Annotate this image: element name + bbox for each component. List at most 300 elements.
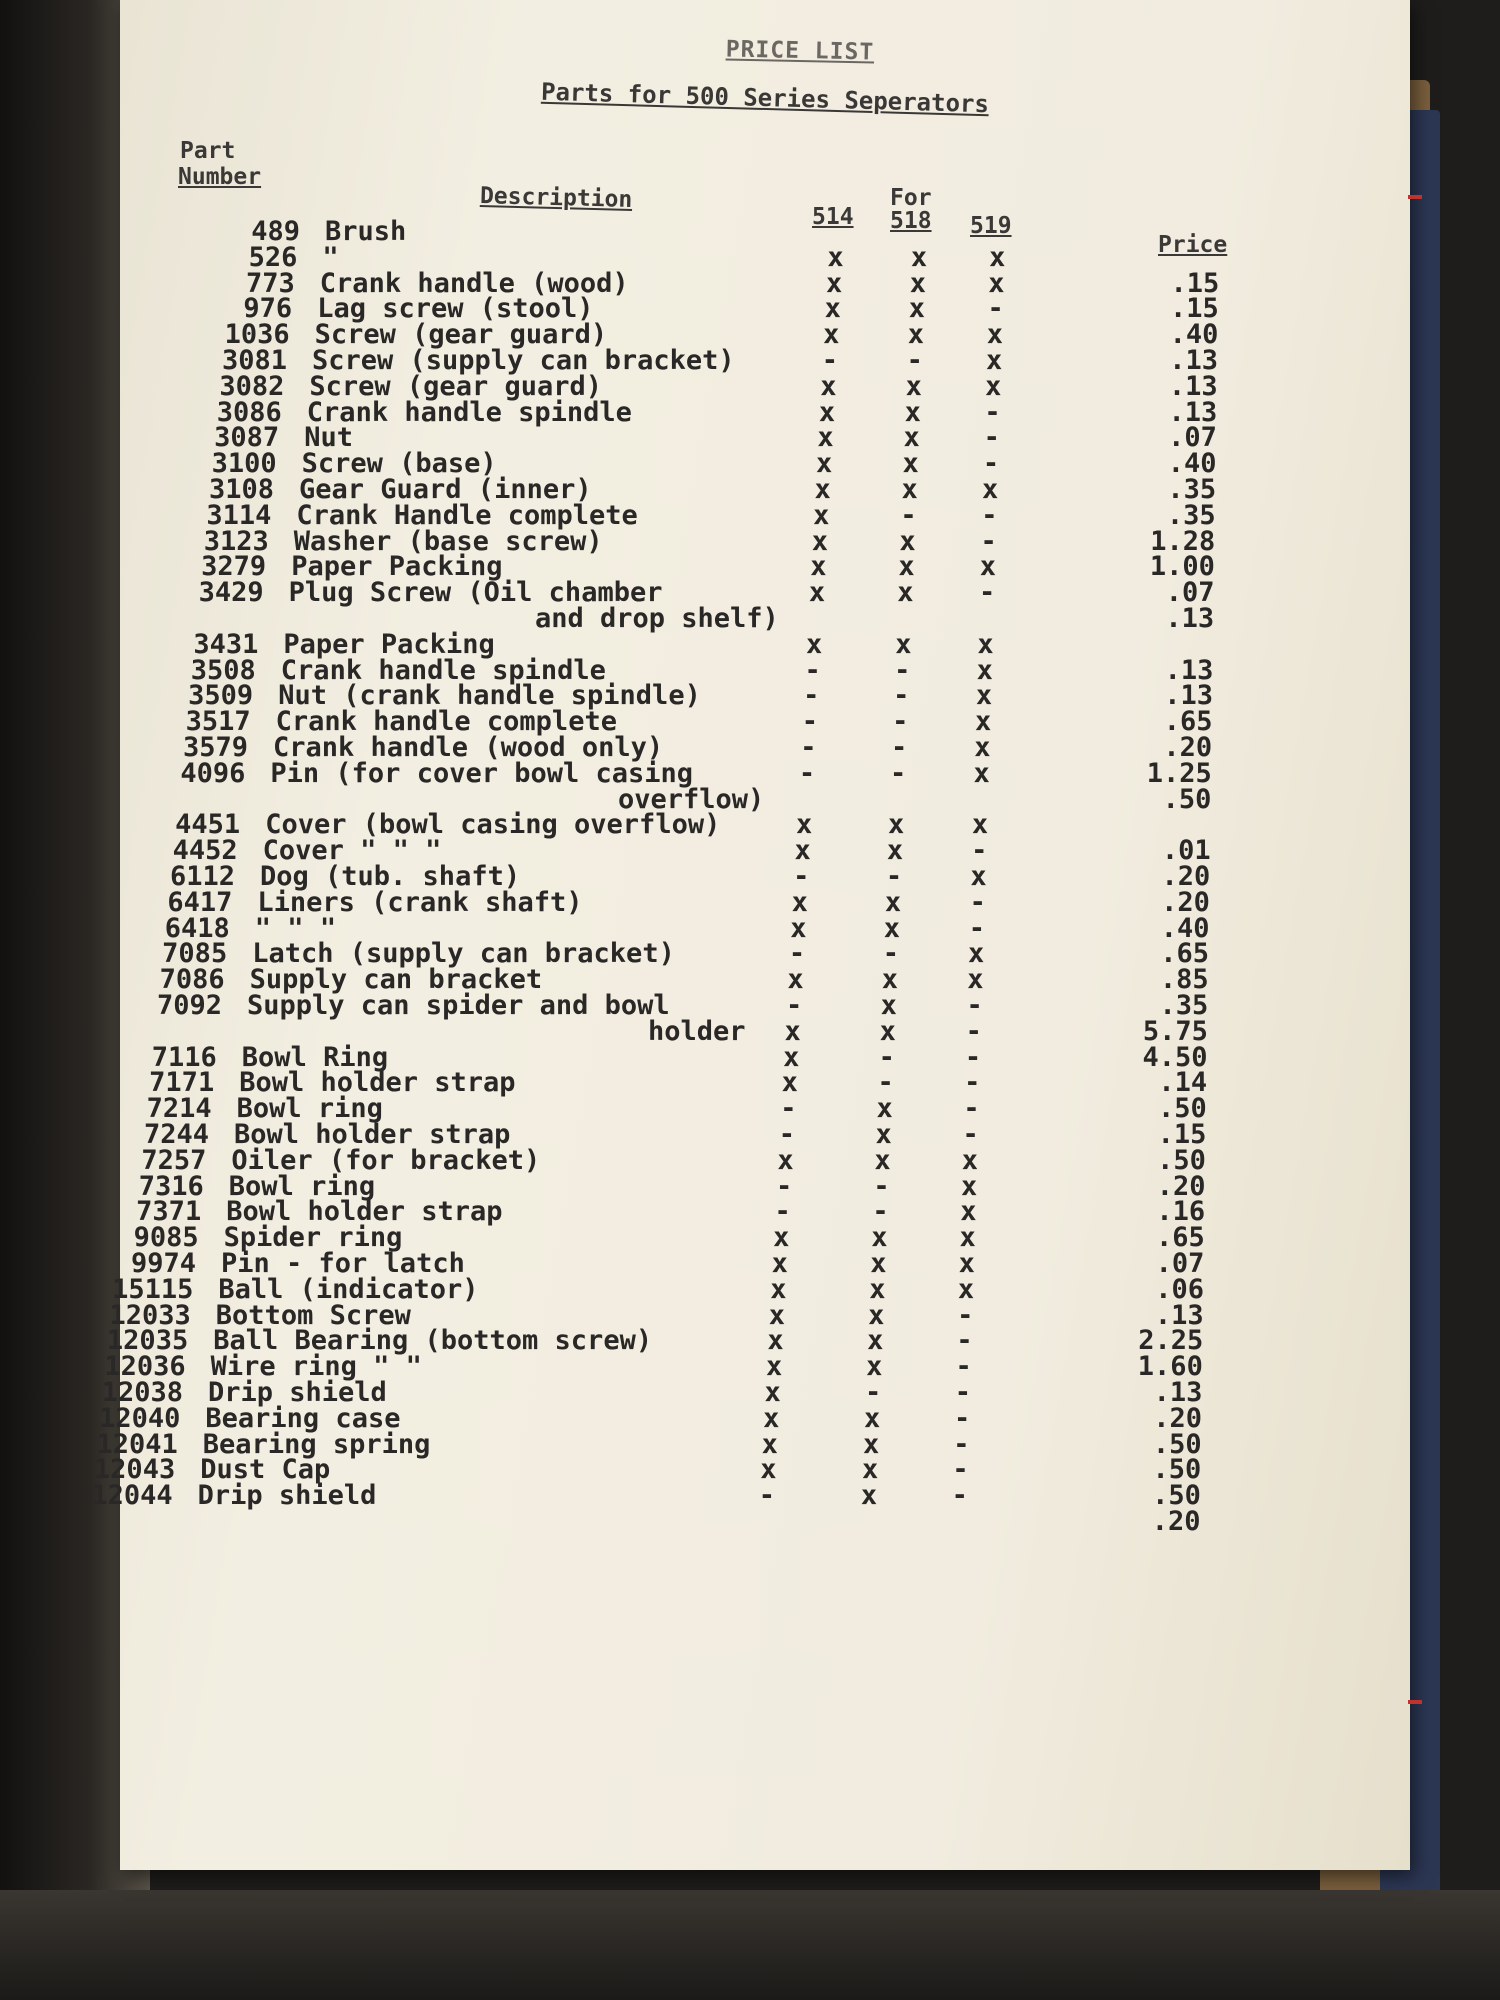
part-number: 7257 — [141, 1144, 207, 1176]
part-price: .13 — [1164, 654, 1214, 686]
mark-514: x — [813, 499, 830, 531]
part-number: 12040 — [99, 1402, 181, 1434]
mark-514: - — [758, 1480, 776, 1512]
mark-518: - — [892, 706, 909, 738]
part-price: .50 — [1152, 1454, 1202, 1486]
part-description: Nut — [304, 422, 353, 454]
part-number: 3508 — [190, 654, 256, 686]
mark-519: x — [986, 319, 1003, 351]
part-number: 12036 — [104, 1351, 186, 1383]
part-number: 12035 — [106, 1325, 189, 1357]
part-price: .14 — [1158, 1067, 1208, 1099]
mark-518: x — [880, 990, 897, 1021]
mark-518: - — [882, 938, 899, 970]
header-col-518: 518 — [890, 208, 932, 234]
part-description: Bowl Ring — [241, 1041, 389, 1073]
mark-519: - — [983, 422, 1000, 454]
part-number: 6418 — [164, 912, 230, 944]
mark-518: - — [894, 654, 911, 686]
part-number: 7214 — [146, 1093, 212, 1125]
mark-519: - — [954, 1377, 972, 1408]
part-price: .07 — [1168, 422, 1217, 454]
table-row — [120, 757, 1410, 789]
part-price: .50 — [1157, 1144, 1206, 1176]
part-number: 7116 — [151, 1041, 217, 1073]
table-row — [120, 218, 1410, 246]
part-price: .13 — [1165, 603, 1215, 634]
part-description: Bowl holder strap — [226, 1196, 503, 1228]
part-description: Pin (for cover bowl casing — [270, 757, 694, 789]
mark-518: x — [907, 319, 924, 351]
mark-519: x — [959, 1222, 976, 1254]
part-number: 489 — [251, 216, 300, 247]
mark-514: x — [767, 1325, 784, 1357]
mark-518: x — [886, 835, 904, 867]
red-mark-top — [1408, 195, 1422, 199]
part-price: 1.25 — [1146, 757, 1212, 789]
mark-518: x — [870, 1248, 887, 1279]
mark-519: x — [967, 964, 984, 996]
mark-514: - — [800, 732, 817, 763]
part-price: .40 — [1160, 912, 1210, 944]
part-price: .20 — [1163, 732, 1213, 763]
part-description: holder — [647, 1015, 746, 1047]
part-description: Supply can bracket — [249, 964, 543, 996]
mark-514: x — [768, 1299, 786, 1331]
part-description: Bowl holder strap — [234, 1119, 511, 1150]
mark-519: - — [964, 1067, 981, 1099]
mark-514: x — [783, 1041, 800, 1073]
header-price: Price — [1158, 232, 1228, 258]
part-price: .35 — [1167, 474, 1217, 505]
part-number: 3087 — [214, 422, 280, 454]
part-price: .20 — [1151, 1506, 1201, 1537]
mark-519: x — [988, 267, 1005, 299]
part-price: .35 — [1166, 499, 1216, 531]
part-price: .35 — [1159, 990, 1209, 1021]
mark-514: - — [778, 1119, 796, 1150]
part-number: 3123 — [203, 525, 269, 557]
part-description: Crank handle (wood) — [319, 267, 629, 299]
mark-519: - — [964, 1041, 982, 1073]
part-description: Crank handle complete — [275, 706, 617, 738]
mark-514: x — [764, 1377, 781, 1408]
mark-518: - — [885, 861, 903, 892]
part-number: 7086 — [159, 964, 225, 996]
part-description: Cover " " " — [262, 835, 442, 867]
mark-519: - — [965, 1015, 982, 1047]
mark-519: - — [981, 499, 998, 531]
header-description: Description — [479, 183, 633, 213]
part-number: 7244 — [143, 1119, 209, 1150]
part-number: 3086 — [216, 396, 282, 428]
part-description: Crank Handle complete — [296, 499, 638, 531]
mark-519: - — [953, 1428, 970, 1460]
part-number: 3509 — [188, 680, 254, 712]
part-description: Plug Screw (Oil chamber — [288, 577, 663, 609]
part-price: .01 — [1161, 835, 1211, 867]
mark-518: x — [861, 1454, 879, 1486]
mark-519: - — [987, 293, 1004, 325]
part-number: 15115 — [112, 1273, 194, 1305]
mark-519: x — [985, 345, 1003, 376]
part-price: .07 — [1155, 1248, 1205, 1279]
mark-514: - — [804, 654, 821, 686]
mark-519: - — [951, 1480, 968, 1512]
mark-519: x — [971, 809, 989, 841]
part-number: 773 — [246, 267, 295, 299]
mark-514: - — [801, 706, 818, 738]
mark-514: x — [790, 912, 807, 944]
part-number: 7085 — [162, 938, 228, 970]
part-description: Dust Cap — [200, 1454, 331, 1486]
page-title: PRICE LIST — [725, 36, 875, 66]
mark-514: x — [810, 551, 827, 583]
part-description: Wire ring " " — [210, 1351, 422, 1383]
part-description: Washer (base screw) — [293, 525, 603, 557]
part-description: Liners (crank shaft) — [257, 886, 583, 918]
part-number: 12044 — [91, 1480, 173, 1512]
part-price: .13 — [1154, 1299, 1204, 1331]
mark-518: x — [860, 1480, 878, 1512]
part-description: Bowl ring — [228, 1170, 376, 1202]
part-description: Paper Packing — [291, 551, 503, 583]
mark-518: x — [909, 267, 927, 299]
mark-514: x — [827, 241, 844, 273]
part-price: .13 — [1169, 345, 1219, 376]
part-description: Pin - for latch — [221, 1248, 465, 1279]
mark-518: x — [883, 912, 901, 944]
mark-518: - — [865, 1377, 882, 1408]
mark-514: x — [765, 1351, 783, 1383]
part-description: Dog (tub. shaft) — [260, 861, 521, 892]
part-price: .16 — [1156, 1196, 1206, 1228]
mark-514: x — [784, 1015, 801, 1047]
part-description: Bearing case — [205, 1402, 401, 1434]
part-description: Crank handle spindle — [306, 396, 632, 428]
part-description: Crank handle (wood only) — [273, 732, 664, 763]
mark-518: x — [864, 1402, 881, 1434]
mark-518: - — [877, 1067, 894, 1099]
mark-519: - — [980, 525, 997, 557]
part-price: .20 — [1156, 1170, 1206, 1202]
mark-514: x — [787, 964, 804, 996]
mark-518: - — [890, 757, 907, 789]
mark-518: x — [887, 809, 905, 841]
part-description: " " " — [254, 912, 337, 944]
part-number: 3517 — [185, 706, 251, 738]
part-number: 3100 — [211, 448, 277, 480]
mark-518: - — [873, 1170, 890, 1202]
part-price: 1.60 — [1137, 1351, 1203, 1383]
mark-519: - — [952, 1454, 969, 1486]
mark-519: - — [966, 990, 983, 1021]
page-subtitle: Parts for 500 Series Seperators — [540, 77, 990, 119]
mark-518: x — [903, 422, 920, 454]
mark-514: - — [774, 1196, 791, 1228]
part-number: 3429 — [198, 577, 264, 609]
part-description: Cover (bowl casing overflow) — [265, 809, 721, 841]
part-description: Screw (base) — [301, 448, 497, 480]
part-number: 3431 — [193, 628, 259, 660]
part-number: 3279 — [201, 551, 267, 583]
part-number: 976 — [243, 293, 293, 325]
mark-518: - — [906, 345, 923, 376]
document-page — [91, 0, 1410, 1870]
mark-514: x — [763, 1402, 780, 1434]
part-price: .65 — [1163, 706, 1213, 738]
mark-514: x — [814, 474, 831, 505]
table-row — [120, 1508, 1410, 1536]
mark-514: x — [760, 1454, 777, 1486]
mark-519: - — [978, 577, 996, 609]
mark-518: - — [878, 1041, 895, 1073]
mark-514: x — [808, 577, 826, 609]
part-price: .85 — [1159, 964, 1209, 996]
mark-518: x — [876, 1093, 893, 1125]
mark-518: x — [898, 551, 915, 583]
part-price: .13 — [1168, 370, 1218, 402]
part-price: .50 — [1157, 1093, 1207, 1125]
table-row — [120, 992, 1410, 1020]
part-description: Screw (gear guard) — [314, 319, 608, 351]
mark-518: x — [884, 886, 902, 918]
mark-519: - — [969, 886, 986, 918]
mark-514: x — [817, 422, 834, 454]
part-number: 4451 — [175, 809, 241, 841]
mark-518: x — [862, 1428, 880, 1460]
part-description: overflow) — [617, 783, 765, 815]
part-number: 4096 — [180, 757, 246, 789]
part-price: .65 — [1160, 938, 1210, 970]
mark-514: x — [771, 1248, 788, 1279]
mark-518: x — [871, 1222, 888, 1254]
part-price: 4.50 — [1142, 1041, 1208, 1073]
header-part: Part — [180, 138, 236, 164]
mark-518: x — [874, 1144, 891, 1176]
part-description: Drip shield — [197, 1480, 377, 1512]
table-row — [91, 1480, 1410, 1512]
part-description: Oiler (for bracket) — [231, 1144, 541, 1176]
mark-519: x — [961, 1144, 979, 1176]
part-price: .20 — [1161, 861, 1211, 892]
mark-514: - — [780, 1093, 797, 1125]
header-col-519: 519 — [970, 213, 1012, 239]
mark-519: - — [982, 448, 1000, 480]
part-price: .65 — [1156, 1222, 1205, 1254]
mark-514: - — [803, 680, 820, 712]
header-number: Number — [178, 164, 262, 190]
part-description: Drip shield — [208, 1377, 387, 1408]
mark-518: x — [866, 1351, 883, 1383]
part-number: 1036 — [224, 319, 290, 351]
part-description: Nut (crank handle spindle) — [278, 680, 701, 712]
mark-519: - — [953, 1402, 971, 1434]
part-price: .13 — [1168, 396, 1218, 428]
mark-518: x — [904, 396, 921, 428]
mark-518: x — [881, 964, 898, 996]
mark-519: - — [971, 835, 988, 867]
part-number: 12041 — [96, 1428, 178, 1460]
part-number: 3114 — [206, 499, 272, 531]
mark-519: x — [974, 732, 991, 763]
part-description: Latch (supply can bracket) — [252, 938, 675, 970]
mark-518: x — [901, 474, 918, 505]
mark-518: x — [910, 241, 928, 273]
mark-519: - — [956, 1325, 973, 1357]
mark-519: - — [963, 1093, 980, 1125]
part-description: Supply can spider and bowl — [247, 990, 670, 1021]
part-number: 7371 — [136, 1196, 202, 1228]
mark-518: x — [867, 1325, 884, 1357]
part-price: .50 — [1152, 1428, 1202, 1460]
mark-518: x — [908, 293, 925, 325]
part-description: Ball (indicator) — [218, 1273, 479, 1305]
mark-519: - — [957, 1299, 974, 1331]
mark-514: x — [791, 886, 808, 918]
mark-514: x — [795, 809, 813, 841]
mark-514: x — [824, 293, 841, 325]
part-price: .50 — [1162, 783, 1212, 815]
mark-514: x — [820, 370, 837, 402]
mark-514: x — [818, 396, 836, 428]
mark-514: - — [788, 938, 806, 970]
mark-514: x — [805, 628, 823, 660]
mark-514: - — [821, 345, 838, 376]
part-number: 7316 — [138, 1170, 204, 1202]
part-number: 6417 — [167, 886, 233, 918]
part-description: Brush — [325, 216, 407, 247]
part-price: 1.00 — [1149, 551, 1215, 583]
mark-518: - — [893, 680, 910, 712]
mark-519: x — [975, 706, 992, 738]
red-mark-bottom — [1408, 1700, 1422, 1704]
part-description: Bearing spring — [202, 1428, 431, 1460]
part-description: Ball Bearing (bottom screw) — [213, 1325, 653, 1357]
mark-514: x — [761, 1428, 778, 1460]
part-description: Spider ring — [223, 1222, 403, 1254]
mark-514: x — [825, 267, 843, 299]
mark-518: x — [868, 1299, 885, 1331]
mark-514: - — [798, 757, 816, 789]
mark-514: x — [794, 835, 811, 867]
mark-514: x — [773, 1222, 790, 1254]
part-description: Lag screw (stool) — [317, 293, 594, 325]
part-price: .15 — [1157, 1119, 1207, 1150]
part-number: 3579 — [182, 732, 248, 763]
mark-518: - — [872, 1196, 889, 1228]
part-price: .13 — [1164, 680, 1213, 712]
part-description: Gear Guard (inner) — [299, 474, 592, 505]
mark-519: x — [958, 1248, 975, 1279]
part-number: 6112 — [169, 861, 235, 892]
mark-514: - — [775, 1170, 793, 1202]
mark-519: x — [975, 680, 993, 712]
part-number: 526 — [248, 241, 298, 273]
header-col-514: 514 — [812, 204, 854, 230]
part-description: Crank handle spindle — [280, 654, 606, 686]
part-number: 7171 — [149, 1067, 215, 1099]
mark-519: - — [984, 396, 1001, 428]
mark-518: x — [895, 628, 912, 660]
mark-519: - — [955, 1351, 972, 1383]
part-number: 9974 — [130, 1248, 196, 1279]
mark-514: x — [777, 1144, 794, 1176]
part-number: 3108 — [208, 474, 274, 505]
mark-518: x — [905, 370, 922, 402]
part-description: Bowl ring — [236, 1093, 383, 1125]
part-description: Paper Packing — [283, 628, 495, 660]
mark-518: x — [875, 1119, 892, 1150]
part-description: Bowl holder strap — [239, 1067, 516, 1099]
mark-519: x — [977, 628, 994, 660]
mark-519: x — [960, 1170, 978, 1202]
mark-519: x — [968, 938, 985, 970]
mark-518: x — [902, 448, 919, 480]
mark-514: x — [815, 448, 833, 480]
mark-518: - — [900, 499, 917, 531]
part-price: .50 — [1152, 1480, 1201, 1512]
part-price: .40 — [1169, 319, 1219, 351]
mark-519: x — [979, 551, 996, 583]
part-number: 12038 — [101, 1377, 183, 1408]
mark-519: x — [985, 370, 1002, 402]
mark-518: - — [891, 732, 908, 763]
mark-519: x — [976, 654, 993, 686]
mark-518: x — [899, 525, 916, 557]
mark-519: x — [957, 1273, 975, 1305]
mark-518: x — [879, 1015, 896, 1047]
part-number: 9085 — [133, 1222, 199, 1254]
part-price: .40 — [1167, 448, 1217, 480]
part-price: 5.75 — [1142, 1015, 1208, 1047]
mark-514: x — [823, 319, 840, 351]
part-description: Bottom Screw — [215, 1299, 411, 1331]
part-number: 7092 — [156, 990, 222, 1021]
mark-514: - — [785, 990, 803, 1021]
part-number: 3082 — [219, 370, 285, 402]
mark-514: x — [770, 1273, 787, 1305]
part-number: 4452 — [172, 835, 238, 867]
mark-518: x — [897, 577, 914, 609]
part-price: .13 — [1153, 1377, 1203, 1408]
background-bottom — [0, 1890, 1500, 2000]
mark-519: x — [989, 241, 1006, 273]
part-price: 1.28 — [1150, 525, 1216, 557]
mark-519: - — [962, 1119, 979, 1150]
mark-518: x — [869, 1273, 886, 1305]
part-price: .20 — [1153, 1402, 1203, 1434]
mark-514: x — [781, 1067, 798, 1099]
part-price: .06 — [1155, 1273, 1204, 1305]
mark-519: - — [968, 912, 986, 944]
mark-519: x — [960, 1196, 977, 1228]
part-number: 3081 — [221, 345, 287, 376]
part-number: 12043 — [93, 1454, 176, 1486]
mark-519: x — [970, 861, 987, 892]
part-description: Screw (supply can bracket) — [312, 345, 735, 376]
part-description: " — [322, 241, 339, 273]
part-description: Screw (gear guard) — [309, 370, 602, 402]
part-price: 2.25 — [1138, 1325, 1204, 1357]
mark-514: - — [793, 861, 810, 892]
mark-514: x — [811, 525, 828, 557]
part-price: .20 — [1161, 886, 1210, 918]
header-for: For — [890, 185, 932, 211]
part-price: .07 — [1165, 577, 1215, 609]
mark-519: x — [982, 474, 999, 505]
part-price: .15 — [1170, 267, 1220, 299]
